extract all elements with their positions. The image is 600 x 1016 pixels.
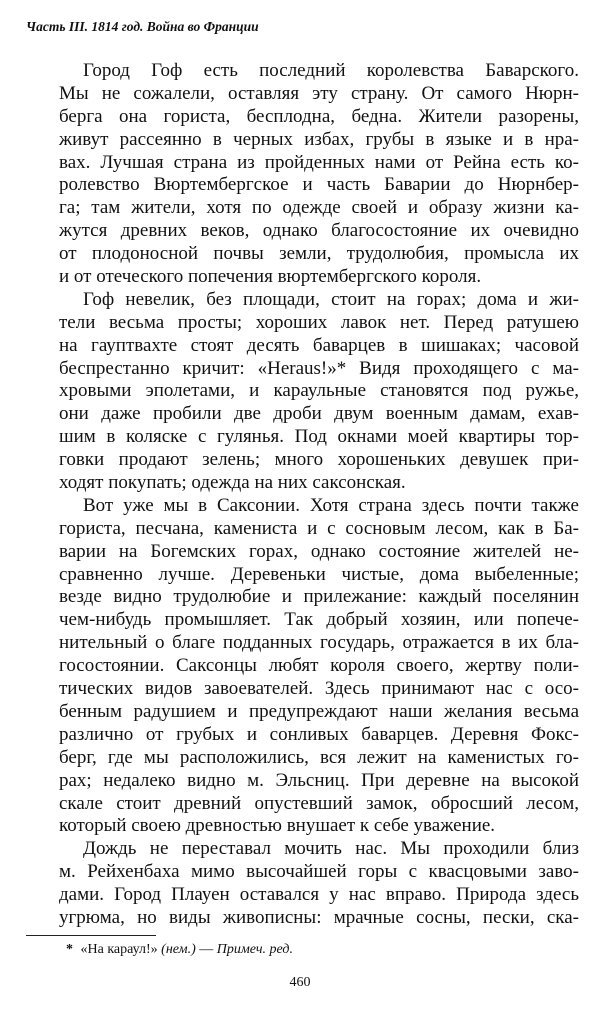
text-line: Дождь не переставал мочить нас. Мы проходили близ — [83, 838, 579, 860]
text-line: тели весьма просты; хороших лавок нет. Перед ратушею — [59, 311, 579, 333]
text-line: различно от грубых и сонливых баварцев. Деревня Фокс- — [59, 723, 579, 745]
footnote-dash: — — [199, 942, 214, 957]
text-line: говки продают зелень; много хорошеньких девушек при- — [59, 449, 579, 471]
text-line: жутся древних веков, однако благосостояние их очевидно — [59, 220, 579, 242]
text-line: от плодоносной почвы земли, трудолюбия, промысла их — [59, 243, 579, 265]
text-line: госостоянии. Саксонцы любят короля своего, жертву поли- — [59, 655, 579, 677]
page-number: 460 — [289, 975, 311, 990]
text-line: они даже пробили две дроби двум военным дамам, ехав- — [59, 403, 579, 425]
footnote-quote: «На караул!» — [80, 942, 158, 957]
text-line: угрюма, но виды живописны: мрачные сосны, пески, ска- — [59, 906, 579, 928]
paragraph-4 — [59, 838, 579, 930]
text-line: везде видно трудолюбие и прилежание: каждый поселянин — [59, 586, 579, 608]
paragraph-2 — [59, 289, 579, 495]
text-line: и от отеческого попечения вюртембергского короля. — [59, 266, 482, 288]
text-line: гориста, песчана, камениста и с сосновым лесом, как в Ба- — [59, 517, 579, 539]
text-line: Город Гоф есть последний королевства Баварского. — [83, 60, 579, 81]
footnote — [66, 941, 293, 959]
text-line: Мы не сожалели, оставляя эту страну. От самого Нюрн- — [59, 82, 579, 104]
text-line: нительный о благе подданных государь, отражается в их бла- — [59, 632, 579, 654]
text-line: тических видов завоевателей. Здесь принимают нас с осо- — [59, 678, 579, 700]
text-line: который своею древностью внушает к себе уважение. — [59, 815, 496, 837]
text-line: чем-нибудь промышляет. Так добрый хозяин, или попече- — [59, 609, 579, 631]
footnote-language: (нем.) — [161, 942, 196, 957]
text-line: на гауптвахте стоят десять баварцев в шишаках; часовой — [59, 334, 579, 356]
text-line: берга она гориста, бесплодна, бедна. Жители разорены, — [59, 105, 579, 127]
text-line: м. Рейхенбаха мимо высочайшей горы с квасцовыми заво- — [59, 861, 579, 883]
text-line: Вот уже мы в Саксонии. Хотя страна здесь почти также — [83, 494, 579, 516]
text-line: рах; недалеко видно м. Эльсниц. При деревне на высокой — [59, 769, 579, 791]
text-line: га; там жители, хотя по одежде своей и образу жизни ка- — [59, 197, 579, 219]
text-line: бенным радушием и предупреждают наши желания весьма — [59, 700, 579, 722]
text-line: шим в коляске с гулянья. Под окнами моей квартиры тор- — [59, 426, 579, 448]
text-line: скале стоит древний опустевший замок, обросший лесом, — [59, 792, 579, 814]
text-line: берг, где мы расположились, вся лежит на каменистых го- — [59, 746, 579, 768]
body-text — [59, 60, 579, 930]
text-line: беспрестанно кричит: «Heraus!»* Видя проходящего с ма- — [59, 357, 579, 379]
footnote-marker: * — [66, 942, 73, 957]
footnote-source: Примеч. ред. — [216, 942, 293, 957]
footnote-divider — [26, 935, 156, 936]
paragraph-1 — [59, 60, 579, 289]
text-line: живут рассеянно в черных избах, грубы в языке и в нра- — [59, 128, 579, 150]
text-line: дами. Город Плауен оставался у нас вправо. Природа здесь — [59, 884, 579, 906]
text-line: варии на Богемских горах, однако состояние жителей не- — [59, 540, 579, 562]
text-line: сравненно лучше. Деревеньки чистые, дома выбеленные; — [59, 563, 579, 585]
text-line: ролевство Вюртембергское и часть Баварии до Нюрнбер- — [59, 174, 579, 196]
running-head: Часть III. 1814 год. Война во Франции — [26, 19, 259, 34]
text-line: ходят покупать; одежда на них саксонская. — [59, 472, 406, 494]
text-line: хровыми эполетами, и караульные становятся под ружье, — [59, 380, 579, 402]
text-line: вах. Лучшая страна из пройденных нами от Рейна есть ко- — [59, 151, 579, 173]
text-line: Гоф невелик, без площади, стоит на горах; дома и жи- — [83, 288, 579, 310]
paragraph-3 — [59, 495, 579, 838]
